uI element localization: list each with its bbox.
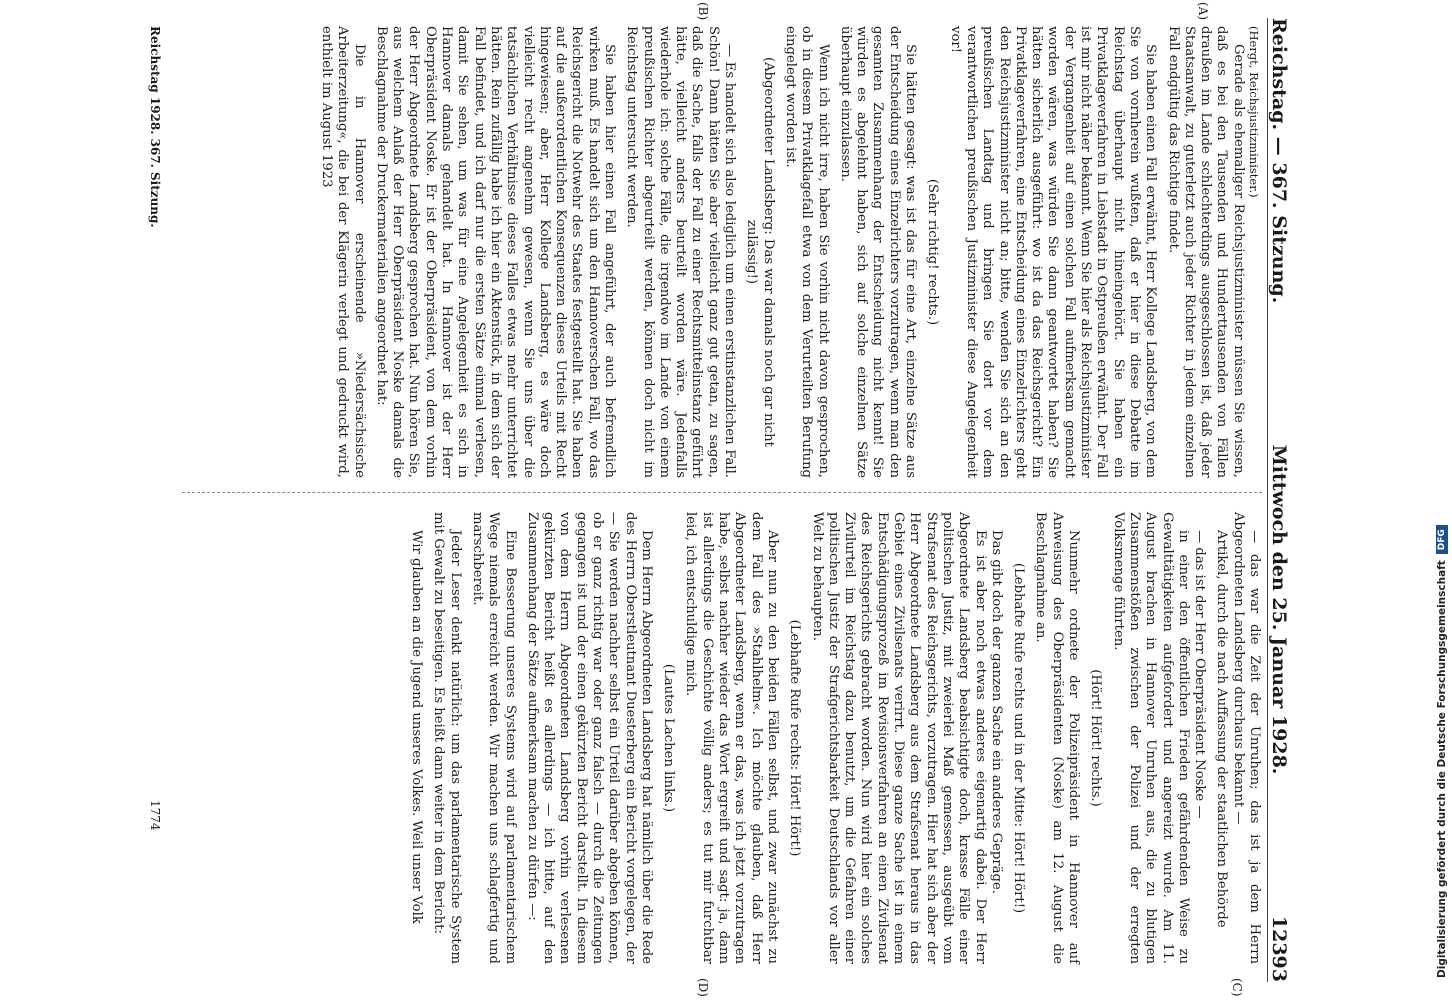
paragraph: Es ist aber noch etwas anderes eigenartig dabei. Der Herr Abgeordnete Landsberg beabsichtigte doch, krasse Fälle einer politischen Justiz, mit zweierlei Maß gemessen, ausgeübt vom Strafsenat des Reichsgerichts, vorzutragen. Hier hat sich aber der Herr Abgeordnete Landsberg aus dem Strafsenat heraus in das Gebiet eines Zivilsenats verirrt. Diese ganze Sache ist in einem Entschädigungsprozeß im Revisionsverfahren an einen Zivilsenat des Reichsgerichts gebracht worden. Nun wird hier ein solches Zivilurteil im Reichstag dazu benutzt, um die Gefahren einer politischen Justiz der Strafgerichtsbarkeit Deutschlands vor aller Welt zu behaupten. bbox=[809, 512, 988, 964]
header-page-number: 12393 bbox=[1268, 915, 1290, 982]
paragraph: Sie hätten gesagt: was ist das für eine Art, einzelne Sätze aus der Entscheidung eines Einzelrichters vorzutragen, wenn man den gesamten Zusammenhang der Entscheidung nicht kennt! Sie würden es abgelehnt haben, sich auf solche einzelnen Sätze überhaupt einzulassen. bbox=[837, 26, 919, 478]
digitization-credit-sidebar bbox=[1412, 8, 1448, 998]
paragraph: — Es handelt sich also lediglich um einen erstinstanzlichen Fall. Schön! Dann hätten Sie aber vielleicht ganz gut getan, zu sagen, daß die Sache, falls der Fall zu einer Rechtsmittelinstanz geführt hätte, vielleicht anders beurteilt worden wäre. Jedenfalls wiederhole ich: solche Fälle, die irgendwo im Lande von einem preußischen Richter abgeurteilt werden, können doch nicht im Reichstag untersucht werden. bbox=[624, 26, 738, 478]
digitization-credit bbox=[1432, 8, 1452, 998]
interjection: (Lebhafte Rufe rechts: Hört! Hört!) bbox=[787, 619, 803, 857]
paragraph: Artikel, durch die nach Auffassung der staatlichen Behörde bbox=[1214, 530, 1230, 928]
speaker-head: (Hergt, Reichsjustizminister.) bbox=[1247, 26, 1261, 198]
left-column bbox=[318, 26, 1262, 478]
paragraph: — das ist der Herr Oberpräsident Noske — bbox=[1192, 530, 1208, 819]
interjection: (Abgeordneter Landsberg: Das war damals noch gar nicht zulässig!) bbox=[744, 57, 776, 447]
margin-marker-a: (A) bbox=[1196, 2, 1210, 21]
quotation: Wir glauben an die Jugend unseres Volkes. Weil unser Volk bbox=[409, 530, 425, 924]
paragraph: Wenn ich nicht irre, haben Sie vorhin nicht davon gesprochen, ob in diesem Privatklagefall etwa von dem Verurteilten Berufung eingelegt worden ist. bbox=[782, 26, 831, 478]
paragraph: — das war die Zeit der Unruhen; das ist ja dem Herrn Abgeordneten Landsberg durchaus bekannt — bbox=[1230, 512, 1262, 964]
interjection: (Hört! Hört! rechts.) bbox=[1088, 669, 1104, 807]
paragraph: Dem Herrn Abgeordneten Landsberg hat nämlich über die Rede des Herrn Oberstleutnant Duesterberg ein Bericht vorgelegen, der — Sie werden nachher selbst ein Urteil darüber abgeben können, ob er ganz richtig war oder ganz falsch — durch die Zeitungen gegangen ist und der einen gekürzten Bericht darstellt. In diesem von dem Herrn Abgeordneten Landsberg vorhin verlesenen gekürzten Bericht heißt es allerdings — ich bitte, auf den Zusammenhang der Sätze aufmerksam machen zu dürfen —: bbox=[524, 512, 654, 964]
paragraph: Aber nun zu den beiden Fällen selbst, und zwar zunächst zu dem Fall des »Stahlhelm«. Ich möchte glauben, daß Herr Abgeordneter Landsberg, wenn er das, was ich jetzt vorzutragen habe, selbst nachher wieder das Wort ergreift und sagt: ja, dann ist allerdings die Geschichte völlig anders; es tut mir furchtbar leid, ich entschuldige mich. bbox=[683, 512, 780, 964]
column-divider bbox=[182, 492, 1262, 493]
margin-marker-b: (B) bbox=[696, 2, 710, 21]
paragraph: Jeder Leser denkt natürlich: um das parlamentarische System mit Gewalt zu beseitigen. Es heißt dann weiter in dem Bericht: bbox=[431, 512, 463, 964]
margin-marker-c: (C) bbox=[1230, 978, 1244, 997]
paragraph: Nunmehr ordnete der Polizeipräsident in Hannover auf Anweisung des Oberpräsidenten (Noske) am 12. August die Beschlagnahme an. bbox=[1033, 512, 1082, 964]
paragraph: in einer den öffentlichen Frieden gefährdenden Weise zu Gewalttätigkeiten aufgefordert und angereizt wurde. Am 11. August brachen in Hannover Unruhen aus, die zu blutigen Zusammenstößen zwischen der Polizei und der erregten Volksmenge führten. bbox=[1110, 512, 1191, 964]
paragraph: Sie haben einen Fall erwähnt, Herr Kollege Landsberg, von dem Sie von vornherein wußten, daß er hier in diese Debatte im Reichstag überhaupt nicht hineingehört. Sie haben ein Privatklageverfahren in Liebstadt in Ostpreußen erwähnt. Der Fall ist mir nicht näher bekannt. Wenn Sie hier als Reichsjustizminister der Vergangenheit auf einen solchen Fall aufmerksam gemacht worden wären, was würden Sie dann geantwortet haben? Sie hätten sicherlich ausgeführt: wo ist da das Reichsgericht? Ein Privatklageverfahren, eine Entscheidung eines Einzelrichters geht den Reichsjustizminister nicht an; bitte, wenden Sie sich an den preußischen Landtag und bringen Sie dort vor dem verantwortlichen preußischen Justizminister diese Angelegenheit vor! bbox=[947, 26, 1159, 478]
credit-text: Digitalisierung gefördert durch die Deutsche Forschungsgemeinschaft bbox=[1436, 560, 1448, 978]
quotation: Eine Besserung unseres Systems wird auf parlamentarischem Wege niemals erreicht werden. Wir machen uns schlagfertig und marschbereit. bbox=[469, 512, 518, 964]
header-session: Reichstag. — 367. Sitzung. bbox=[1268, 18, 1290, 304]
header-date: Mittwoch den 25. Januar 1928. bbox=[1268, 444, 1290, 775]
paragraph: Gerade als ehemaliger Reichsjustizminister müssen Sie wissen, daß es bei den Tausenden und Hunderttausenden von Fällen draußen im Lande schlechterdings ausgeschlossen ist, daß jeder Staatsanwalt, zu guterletzt auch jeder Richter in jedem einzelnen Fall endgültig das Richtige findet. bbox=[1165, 26, 1246, 478]
interjection: (Lautes Lachen links.) bbox=[661, 663, 677, 813]
paragraph: Das gibt doch der ganzen Sache ein anderes Gepräge. bbox=[988, 530, 1004, 894]
interjection: (Lebhafte Rufe rechts und in der Mitte: Hört! Hört!) bbox=[1011, 562, 1027, 914]
right-column bbox=[408, 512, 1262, 964]
dfg-logo: DFG bbox=[1436, 525, 1448, 554]
footer-session: Reichstag 1928. 367. Sitzung. bbox=[148, 26, 162, 228]
footer-page-number: 1774 bbox=[148, 800, 162, 831]
paragraph: Sie haben hier einen Fall angeführt, der auch befremdlich wirken muß. Es handelt sich um den Hannoverschen Fall, wo das Reichsgericht die Notwehr des Staates festgestellt hat. Sie haben auf die außerordentlichen Konsequenzen dieses Urteils mit Recht hingewiesen; aber, Herr Kollege Landsberg, es wäre doch vielleicht recht angenehm gewesen, wenn Sie uns über die tatsächlichen Verhältnisse dieses Falles etwas mehr unterrichtet hätten. Rein zufällig habe ich hier ein Aktenstück, in dem sich der Fall befindet, und ich darf nur die ersten Sätze einmal verlesen, damit Sie sehen, um was für eine Angelegenheit es sich in Hannover damals gehandelt hat. In Hannover ist der Herr Oberpräsident Noske. Er ist der Oberpräsident, von dem vorhin der Herr Abgeordnete Landsberg gesprochen hat. Nun hören Sie, aus welchem Anlaß der Herr Oberpräsident Noske damals die Beschlagnahme der Druckermaterialien angeordnet hat: bbox=[373, 26, 618, 478]
paragraph: Die in Hannover erscheinende »Niedersächsische Arbeiterzeitung«, die bei der Klägerin verlegt und gedruckt wird, enthielt im August 1923 bbox=[318, 26, 367, 478]
interjection: (Sehr richtig! rechts.) bbox=[925, 178, 941, 326]
margin-marker-d: (D) bbox=[696, 978, 710, 997]
page-header bbox=[1267, 18, 1302, 982]
rotated-page bbox=[85, 0, 1310, 1000]
